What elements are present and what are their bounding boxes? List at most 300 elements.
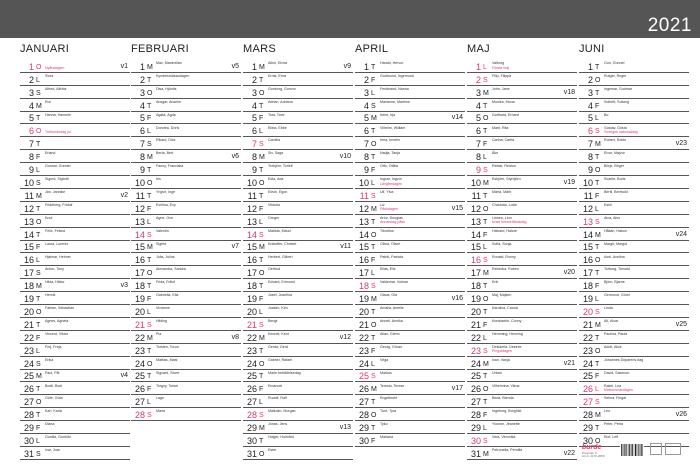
weekday-letter: L <box>371 179 375 187</box>
holiday-label: Midsommardagen <box>604 388 633 393</box>
day-row <box>243 447 353 460</box>
week-number: v18 <box>563 88 575 96</box>
name-day: Göte, Göta <box>45 396 63 401</box>
week-number: v4 <box>120 372 128 380</box>
name-day: Disa, Hjördis <box>156 86 177 91</box>
day-number: 5 <box>363 113 369 124</box>
weekday-letter: L <box>147 399 151 407</box>
day-row <box>131 305 241 318</box>
eco-label-icon <box>650 443 662 455</box>
weekday-letter: T <box>147 102 152 110</box>
name-day: Irene, Irja <box>380 112 396 117</box>
day-row <box>579 266 689 279</box>
weekday-letter: L <box>259 128 263 136</box>
day-row <box>20 344 130 357</box>
name-day: Kennet, Kent <box>268 331 289 336</box>
day-number: 8 <box>28 152 34 163</box>
day-number: 7 <box>28 139 34 150</box>
name-day: Sigvard, Sivert <box>156 370 180 375</box>
day-row <box>243 163 353 176</box>
day-row <box>355 383 465 396</box>
day-number: 1 <box>251 61 257 72</box>
weekday-letter: L <box>371 270 375 278</box>
day-row <box>467 112 577 125</box>
day-row <box>20 73 130 86</box>
day-row <box>467 202 577 215</box>
day-row <box>131 370 241 383</box>
name-day: Olaus, Ola <box>380 293 397 298</box>
weekday-letter: T <box>483 192 488 200</box>
day-number: 5 <box>587 113 593 124</box>
fsc-label-icon <box>665 443 681 455</box>
name-day: Joakim, Kim <box>268 306 288 311</box>
weekday-letter: S <box>147 141 152 149</box>
week-number: v12 <box>339 333 351 341</box>
weekday-letter: O <box>36 399 42 407</box>
day-number: 26 <box>358 384 369 395</box>
day-row <box>243 99 353 112</box>
day-row <box>355 241 465 254</box>
day-number: 3 <box>28 87 34 98</box>
weekday-letter: S <box>371 102 376 110</box>
weekday-letter: S <box>147 231 152 239</box>
name-day: Alfred, Alfrida <box>45 86 67 91</box>
name-day: Alf, Alvar <box>604 319 619 323</box>
name-day: Ingvar, Ingvor <box>380 177 402 182</box>
day-number: 6 <box>251 126 257 137</box>
name-day: Marit, Rita <box>492 125 509 130</box>
day-number: 11 <box>359 190 369 201</box>
day-row <box>467 344 577 357</box>
day-row <box>467 125 577 138</box>
day-number: 20 <box>470 306 481 317</box>
day-number: 21 <box>358 319 369 330</box>
weekday-letter: T <box>371 218 376 226</box>
name-day: Germund, Görel <box>604 293 630 298</box>
holiday-label: Trettondedag jul <box>45 130 71 135</box>
month-column <box>243 38 353 459</box>
name-day: Rudolf, Ralf <box>268 396 287 401</box>
weekday-letter: M <box>371 205 377 213</box>
name-day: Vera, Veronika <box>492 435 516 440</box>
day-row <box>20 176 130 189</box>
day-number: 28 <box>582 410 593 421</box>
holiday-label: Sveriges nationaldag <box>604 130 638 135</box>
weekday-letter: L <box>483 244 487 252</box>
name-day: Ronald, Ronny <box>492 254 516 259</box>
day-number: 2 <box>587 74 593 85</box>
name-day: Erland <box>45 151 56 156</box>
name-day: Ferdinand, Nanna <box>380 86 409 91</box>
day-number: 22 <box>358 332 369 343</box>
day-row <box>243 408 353 421</box>
name-day: Gunborg, Gunvor <box>268 86 296 91</box>
day-number: 2 <box>363 74 369 85</box>
day-row <box>243 357 353 370</box>
weekday-letter: F <box>147 296 152 304</box>
weekday-letter: L <box>595 115 599 123</box>
name-day: Hemming, Henning <box>492 331 523 336</box>
day-number: 20 <box>134 306 145 317</box>
day-number: 5 <box>251 113 257 124</box>
name-day: Halvard, Halvar <box>492 228 517 233</box>
day-number: 9 <box>28 165 34 176</box>
day-number: 25 <box>470 371 481 382</box>
weekday-letter: S <box>36 450 41 458</box>
name-day: Elof, Leif <box>604 435 618 440</box>
weekday-letter: S <box>371 373 376 381</box>
day-number: 31 <box>246 448 257 459</box>
day-row <box>243 266 353 279</box>
holiday-label: Långfredagen <box>380 181 403 186</box>
week-number: v5 <box>231 62 239 70</box>
day-number: 19 <box>134 294 145 305</box>
weekday-letter: F <box>595 192 600 200</box>
day-row <box>355 189 465 202</box>
weekday-letter: T <box>371 334 376 342</box>
weekday-letter: O <box>483 296 489 304</box>
day-row <box>467 370 577 383</box>
day-row <box>467 266 577 279</box>
week-number: v10 <box>339 153 351 161</box>
weekday-letter: O <box>259 450 265 458</box>
weekday-letter: O <box>483 386 489 394</box>
weekday-letter: M <box>483 89 489 97</box>
name-day: Monika, Mona <box>492 99 515 104</box>
day-number: 21 <box>134 319 145 330</box>
day-row <box>131 383 241 396</box>
day-number: 22 <box>23 332 34 343</box>
weekday-letter: T <box>483 399 488 407</box>
weekday-letter: L <box>36 437 40 445</box>
day-number: 6 <box>28 126 34 137</box>
weekday-letter: T <box>595 154 600 162</box>
weekday-letter: S <box>595 128 600 136</box>
name-day: Greger <box>268 215 280 220</box>
weekday-letter: O <box>36 63 42 71</box>
weekday-letter: T <box>36 386 41 394</box>
day-row <box>467 215 577 228</box>
month-column <box>131 38 241 442</box>
day-number: 17 <box>358 268 369 279</box>
day-number: 8 <box>363 152 369 163</box>
day-row <box>579 292 689 305</box>
product-info <box>582 452 618 459</box>
weekday-letter: S <box>36 179 41 187</box>
name-day: Dorotea, Doris <box>156 125 180 130</box>
name-day: Anneli, Annika <box>380 319 403 323</box>
day-number: 24 <box>470 358 481 369</box>
day-row <box>467 279 577 292</box>
day-number: 22 <box>134 332 145 343</box>
month-column <box>579 38 689 446</box>
day-row <box>20 266 130 279</box>
weekday-letter: T <box>595 270 600 278</box>
weekday-letter: T <box>371 63 376 71</box>
day-number: 15 <box>470 242 481 253</box>
day-row <box>355 215 465 228</box>
week-number: v22 <box>563 449 575 457</box>
day-number: 3 <box>587 87 593 98</box>
name-day: Hjalmar, Helmer <box>45 254 71 259</box>
day-row <box>20 318 130 331</box>
name-day: Henrik <box>45 293 56 298</box>
name-day: Aina, Aino <box>604 215 621 220</box>
weekday-letter: T <box>259 347 264 355</box>
weekday-letter: T <box>36 412 41 420</box>
weekday-letter: F <box>371 347 376 355</box>
day-number: 9 <box>587 165 593 176</box>
name-day: Agata, Agda <box>156 112 176 117</box>
day-number: 24 <box>134 358 145 369</box>
name-day: Svante, Boris <box>604 177 626 182</box>
name-day: Gerda, Gerd <box>268 344 288 349</box>
name-day: Otto, Ottilia <box>380 164 398 169</box>
name-day: Diana <box>45 422 55 427</box>
day-number: 24 <box>246 358 257 369</box>
day-number: 16 <box>134 255 145 266</box>
day-number: 2 <box>251 74 257 85</box>
name-day: Valborg <box>492 61 505 65</box>
day-row <box>579 305 689 318</box>
weekday-letter: M <box>595 231 601 239</box>
day-number: 13 <box>358 216 369 227</box>
name-day: Desideria, Desirée <box>492 344 522 349</box>
day-number: 23 <box>246 345 257 356</box>
week-number: v11 <box>340 243 351 251</box>
name-day: Liv <box>380 202 385 207</box>
name-day: Harald, Hervor <box>380 61 404 65</box>
day-number: 10 <box>246 177 257 188</box>
day-number: 5 <box>139 113 145 124</box>
day-number: 17 <box>582 268 593 279</box>
day-number: 12 <box>246 203 257 214</box>
name-day: Gotthard, Erhard <box>492 112 519 117</box>
weekday-letter: M <box>371 115 377 123</box>
day-row <box>20 163 130 176</box>
week-number: v25 <box>675 320 687 328</box>
day-number: 30 <box>582 435 593 446</box>
day-row <box>579 331 689 344</box>
day-row <box>20 228 130 241</box>
week-number: v23 <box>675 140 687 148</box>
day-row <box>355 421 465 434</box>
weekday-letter: T <box>36 141 41 149</box>
day-row <box>20 137 130 150</box>
weekday-letter: F <box>483 321 488 329</box>
day-row <box>131 318 241 331</box>
weekday-letter: T <box>483 308 488 316</box>
day-number: 16 <box>23 255 34 266</box>
day-number: 11 <box>583 190 593 201</box>
day-number: 24 <box>23 358 34 369</box>
name-day: Gunnar, Gunder <box>45 164 71 169</box>
weekday-letter: O <box>259 270 265 278</box>
weekday-letter: L <box>483 63 487 71</box>
name-day: Herbert, Gilbert <box>268 254 293 259</box>
name-day: Charlotta, Lotta <box>492 202 517 207</box>
day-row <box>467 408 577 421</box>
name-day: Vilhelm, William <box>380 125 406 130</box>
weekday-letter: O <box>371 141 377 149</box>
day-number: 4 <box>28 100 34 111</box>
weekday-letter: F <box>595 373 600 381</box>
weekday-letter: O <box>36 218 42 226</box>
weekday-letter: M <box>36 102 42 110</box>
day-row <box>467 176 577 189</box>
month-name: MARS <box>243 43 276 55</box>
day-row <box>467 434 577 447</box>
name-day: Torborg, Torvald <box>604 267 630 272</box>
weekday-letter: L <box>371 360 375 368</box>
weekday-letter: M <box>483 179 489 187</box>
day-number: 10 <box>134 177 145 188</box>
weekday-letter: T <box>595 63 600 71</box>
name-day: Bertil, Berthold <box>604 190 628 194</box>
name-day: Margit, Margot <box>604 241 628 246</box>
day-number: 30 <box>358 435 369 446</box>
day-number: 11 <box>135 190 145 201</box>
weekday-letter: M <box>259 63 265 71</box>
week-number: v9 <box>343 62 351 70</box>
day-row <box>243 305 353 318</box>
day-row <box>243 318 353 331</box>
weekday-letter: S <box>259 141 264 149</box>
name-day: Sigfrid <box>156 241 167 246</box>
day-row <box>355 112 465 125</box>
weekday-letter: T <box>371 399 376 407</box>
day-row <box>243 370 353 383</box>
name-day: Eskil <box>604 202 612 207</box>
name-day: Vivianne <box>156 306 170 311</box>
weekday-letter: T <box>371 154 376 162</box>
weekday-letter: M <box>483 270 489 278</box>
name-day: Matilda, Maud <box>268 228 291 233</box>
name-day: Peter, Petra <box>604 422 623 427</box>
day-row <box>243 383 353 396</box>
name-day: Gunilla, Gunhild <box>45 435 71 440</box>
day-number: 14 <box>23 229 34 240</box>
name-day: Mattias, Mats <box>156 357 178 362</box>
day-row <box>355 318 465 331</box>
week-number: v14 <box>451 114 463 122</box>
name-day: Märta, Märit <box>492 190 512 194</box>
name-day: Hanna, Hannele <box>45 112 71 117</box>
weekday-letter: S <box>595 308 600 316</box>
weekday-letter: T <box>36 115 41 123</box>
holiday-label: Pingstdagen <box>492 349 512 354</box>
weekday-letter: T <box>147 347 152 355</box>
day-row <box>467 241 577 254</box>
weekday-letter: O <box>483 115 489 123</box>
name-day: Fanny, Franciska <box>156 164 184 169</box>
week-number: v1 <box>120 62 128 70</box>
day-number: 15 <box>246 242 257 253</box>
name-day: Ivan, Vanja <box>492 357 510 362</box>
name-day: Filip, Filippa <box>492 73 512 78</box>
weekday-letter: T <box>371 128 376 136</box>
name-day: Axel, Axelina <box>604 254 625 259</box>
day-number: 30 <box>470 435 481 446</box>
day-number: 13 <box>134 216 145 227</box>
day-row <box>579 241 689 254</box>
day-row <box>467 150 577 163</box>
day-number: 16 <box>582 255 593 266</box>
day-number: 13 <box>470 216 481 227</box>
name-day: Erik <box>492 280 499 285</box>
day-row <box>355 150 465 163</box>
weekday-letter: O <box>147 179 153 187</box>
day-number: 6 <box>587 126 593 137</box>
day-number: 19 <box>246 294 257 305</box>
name-day: Esbjörn, Styrbjörn <box>492 177 521 182</box>
day-row <box>579 408 689 421</box>
weekday-letter: L <box>36 167 40 175</box>
weekday-letter: F <box>147 386 152 394</box>
day-number: 17 <box>470 268 481 279</box>
weekday-letter: T <box>595 425 600 433</box>
name-day: Gabriel, Rafael <box>268 357 292 362</box>
name-day: Börje, Birger <box>604 164 624 169</box>
name-day: Albin, Elvira <box>268 61 287 65</box>
day-number: 28 <box>470 410 481 421</box>
day-number: 4 <box>251 100 257 111</box>
week-number: v2 <box>120 191 128 199</box>
day-row <box>131 395 241 408</box>
day-row <box>131 254 241 267</box>
weekday-letter: L <box>147 128 151 136</box>
weekday-letter: M <box>147 63 153 71</box>
weekday-letter: L <box>595 386 599 394</box>
name-day: Alexandra, Sandra <box>156 267 186 272</box>
name-day: Laura, Lorentz <box>45 241 69 246</box>
day-number: 11 <box>24 190 34 201</box>
weekday-letter: T <box>483 373 488 381</box>
day-row <box>355 357 465 370</box>
name-day: Kristoffer, Christel <box>268 241 297 246</box>
day-row <box>131 125 241 138</box>
weekday-letter: T <box>595 360 600 368</box>
weekday-letter: S <box>371 192 376 200</box>
day-number: 7 <box>475 139 481 150</box>
weekday-letter: T <box>259 437 264 445</box>
day-row <box>355 228 465 241</box>
day-number: 29 <box>23 423 34 434</box>
day-number: 27 <box>23 397 34 408</box>
day-number: 14 <box>582 229 593 240</box>
name-day: Edla, Ada <box>268 177 284 182</box>
weekday-letter: M <box>147 154 153 162</box>
name-day: Edvard, Edmund <box>268 280 295 285</box>
weekday-letter: S <box>595 399 600 407</box>
weekday-letter: M <box>595 321 601 329</box>
weekday-letter: O <box>259 179 265 187</box>
week-number: v7 <box>231 243 239 251</box>
weekday-letter: M <box>36 283 42 291</box>
name-day: Karl, Karla <box>45 409 62 414</box>
weekday-letter: F <box>36 425 41 433</box>
name-day: Engelbrekt <box>380 396 398 401</box>
weekday-letter: O <box>595 257 601 265</box>
day-number: 25 <box>582 371 593 382</box>
weekday-letter: M <box>483 360 489 368</box>
weekday-letter: O <box>483 205 489 213</box>
day-number: 21 <box>246 319 257 330</box>
day-number: 20 <box>246 306 257 317</box>
day-number: 15 <box>582 242 593 253</box>
day-row <box>467 73 577 86</box>
day-row <box>579 370 689 383</box>
